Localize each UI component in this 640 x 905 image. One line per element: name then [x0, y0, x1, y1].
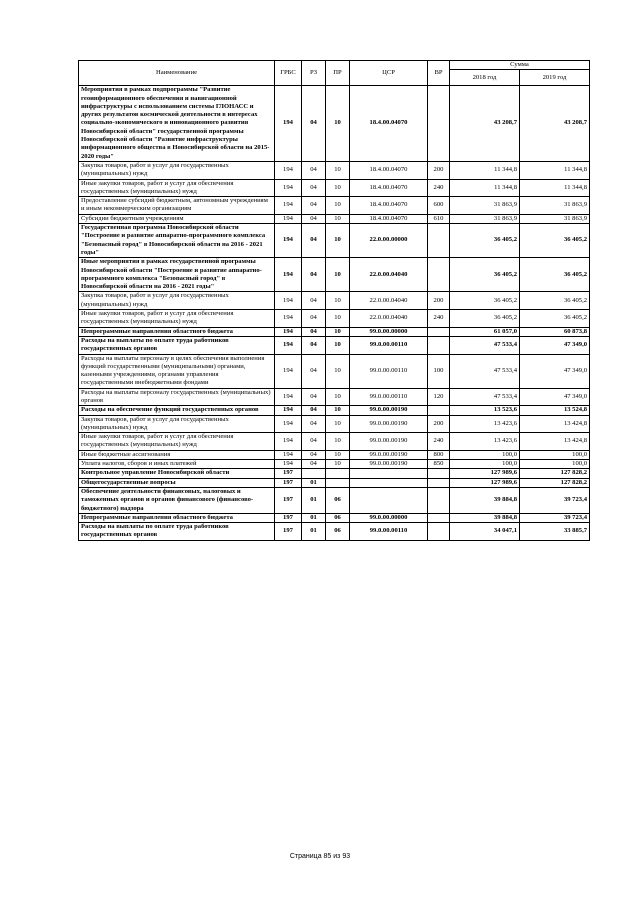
row-sum-2018: 11 344,8	[450, 179, 520, 197]
row-rz: 04	[302, 415, 326, 433]
table-row	[79, 214, 590, 223]
header-name: Наименование	[79, 61, 275, 86]
row-name: Общегосударственные вопросы	[79, 478, 275, 487]
table-row	[79, 406, 590, 415]
row-grbs: 194	[275, 86, 302, 162]
row-grbs: 194	[275, 460, 302, 469]
row-sum-2019: 11 344,8	[520, 179, 590, 197]
table-row	[79, 179, 590, 197]
row-grbs: 194	[275, 388, 302, 406]
row-csr: 18.4.00.04070	[350, 214, 428, 223]
row-vr	[428, 406, 450, 415]
row-csr	[350, 487, 428, 513]
row-rz: 04	[302, 161, 326, 179]
header-sum: Сумма	[450, 61, 590, 70]
table-row	[79, 336, 590, 354]
row-name: Мероприятия в рамках подпрограммы "Развитие геоинформационного обеспечения и навигационной инфраструктуры с использованием системы ГЛОНАСС и других результатов космической деятельности в интересах социально-экономического и инновационного развития Новосибирской области" государственной программы Новосибирской области "Развитие инфраструктуры информационного общества в Новосибирской области на 2015-2020 годы"	[79, 86, 275, 162]
row-vr: 200	[428, 161, 450, 179]
row-rz: 04	[302, 460, 326, 469]
header-grbs: ГРБС	[275, 61, 302, 86]
row-pr	[326, 469, 350, 478]
table-row	[79, 460, 590, 469]
row-rz: 04	[302, 406, 326, 415]
row-grbs: 194	[275, 258, 302, 292]
row-name: Государственная программа Новосибирской области "Построение и развитие аппаратно-программного комплекса "Безопасный город" в Новосибирской области на 2016 - 2021 годы"	[79, 224, 275, 258]
row-vr: 100	[428, 354, 450, 388]
row-sum-2018: 47 533,4	[450, 354, 520, 388]
table-row	[79, 310, 590, 328]
row-name: Предоставление субсидий бюджетным, автономным учреждениям и иным некоммерческим организациям	[79, 197, 275, 215]
row-csr: 22.0.00.04040	[350, 292, 428, 310]
row-vr	[428, 523, 450, 541]
table-row	[79, 487, 590, 513]
row-name: Непрограммные направления областного бюджета	[79, 513, 275, 522]
table-row	[79, 513, 590, 522]
row-name: Обеспечение деятельности финансовых, налоговых и таможенных органов и органов финансового (финансово-бюджетного) надзора	[79, 487, 275, 513]
row-sum-2018: 31 863,9	[450, 197, 520, 215]
row-grbs: 197	[275, 513, 302, 522]
row-sum-2018: 47 533,4	[450, 388, 520, 406]
table-row	[79, 433, 590, 451]
row-csr: 99.0.00.00110	[350, 336, 428, 354]
row-name: Расходы на выплаты по оплате труда работников государственных органов	[79, 336, 275, 354]
row-pr: 10	[326, 197, 350, 215]
row-sum-2018: 47 533,4	[450, 336, 520, 354]
row-sum-2018: 39 884,8	[450, 487, 520, 513]
row-csr: 18.4.00.04070	[350, 179, 428, 197]
row-sum-2018: 127 989,6	[450, 469, 520, 478]
header-year-2019: 2019 год	[520, 70, 590, 86]
row-vr	[428, 478, 450, 487]
row-rz: 01	[302, 513, 326, 522]
row-name: Расходы на обеспечение функций государственных органов	[79, 406, 275, 415]
row-grbs: 194	[275, 310, 302, 328]
row-pr: 10	[326, 433, 350, 451]
row-pr: 06	[326, 487, 350, 513]
row-pr: 10	[326, 354, 350, 388]
row-name: Иные закупки товаров, работ и услуг для обеспечения государственных (муниципальных) нужд	[79, 179, 275, 197]
table-row	[79, 258, 590, 292]
row-sum-2019: 127 828,2	[520, 469, 590, 478]
row-sum-2018: 100,0	[450, 450, 520, 459]
row-sum-2019: 47 349,0	[520, 336, 590, 354]
row-sum-2019: 13 424,8	[520, 433, 590, 451]
row-csr	[350, 469, 428, 478]
row-sum-2018: 39 884,8	[450, 513, 520, 522]
row-sum-2019: 36 405,2	[520, 258, 590, 292]
row-sum-2019: 36 405,2	[520, 224, 590, 258]
row-pr: 10	[326, 460, 350, 469]
row-grbs: 194	[275, 179, 302, 197]
row-rz: 01	[302, 523, 326, 541]
row-sum-2018: 13 423,6	[450, 433, 520, 451]
row-vr: 800	[428, 450, 450, 459]
row-rz: 04	[302, 310, 326, 328]
row-csr: 22.0.00.04040	[350, 310, 428, 328]
row-csr: 99.0.00.00190	[350, 460, 428, 469]
row-sum-2019: 47 349,0	[520, 354, 590, 388]
budget-table	[78, 60, 590, 541]
table-header-row	[79, 61, 590, 70]
row-vr: 120	[428, 388, 450, 406]
row-csr: 18.4.00.04070	[350, 197, 428, 215]
row-name: Расходы на выплаты персоналу в целях обеспечения выполнения функций государственными (муниципальными) органами, казенными учреждениями, органами управления государственными внебюджетными фондами	[79, 354, 275, 388]
row-name: Иные бюджетные ассигнования	[79, 450, 275, 459]
row-sum-2018: 36 405,2	[450, 224, 520, 258]
row-sum-2019: 39 723,4	[520, 487, 590, 513]
row-csr: 18.4.00.04070	[350, 86, 428, 162]
table-row	[79, 523, 590, 541]
row-pr: 10	[326, 336, 350, 354]
row-grbs: 197	[275, 487, 302, 513]
row-pr: 10	[326, 258, 350, 292]
table-row	[79, 224, 590, 258]
row-sum-2019: 11 344,8	[520, 161, 590, 179]
row-pr: 10	[326, 86, 350, 162]
table-row	[79, 327, 590, 336]
row-grbs: 197	[275, 523, 302, 541]
header-csr: ЦСР	[350, 61, 428, 86]
row-name: Иные закупки товаров, работ и услуг для обеспечения государственных (муниципальных) нужд	[79, 433, 275, 451]
row-grbs: 194	[275, 415, 302, 433]
row-rz: 04	[302, 336, 326, 354]
row-rz	[302, 469, 326, 478]
row-sum-2019: 13 524,8	[520, 406, 590, 415]
row-sum-2018: 13 523,6	[450, 406, 520, 415]
row-sum-2018: 11 344,8	[450, 161, 520, 179]
row-sum-2018: 36 405,2	[450, 310, 520, 328]
row-sum-2019: 47 349,0	[520, 388, 590, 406]
row-name: Непрограммные направления областного бюджета	[79, 327, 275, 336]
row-vr: 600	[428, 197, 450, 215]
row-sum-2019: 43 208,7	[520, 86, 590, 162]
row-vr	[428, 224, 450, 258]
row-vr	[428, 469, 450, 478]
row-pr: 10	[326, 292, 350, 310]
table-body	[79, 86, 590, 540]
row-name: Закупка товаров, работ и услуг для государственных (муниципальных) нужд	[79, 161, 275, 179]
row-sum-2019: 100,0	[520, 450, 590, 459]
table-row	[79, 450, 590, 459]
row-csr: 22.0.00.04040	[350, 258, 428, 292]
row-name: Расходы на выплаты по оплате труда работников государственных органов	[79, 523, 275, 541]
row-name: Иные мероприятия в рамках государственной программы Новосибирской области "Построение и развитие аппаратно-программного комплекса "Безопасный город" в Новосибирской области на 2016 - 2021 годы"	[79, 258, 275, 292]
row-sum-2019: 39 723,4	[520, 513, 590, 522]
row-sum-2018: 36 405,2	[450, 258, 520, 292]
row-sum-2019: 60 873,8	[520, 327, 590, 336]
row-name: Иные закупки товаров, работ и услуг для обеспечения государственных (муниципальных) нужд	[79, 310, 275, 328]
row-grbs: 194	[275, 224, 302, 258]
row-sum-2019: 36 405,2	[520, 292, 590, 310]
row-sum-2019: 100,0	[520, 460, 590, 469]
row-pr	[326, 478, 350, 487]
row-pr: 06	[326, 523, 350, 541]
row-rz: 04	[302, 388, 326, 406]
page-number: Страница 85 из 93	[289, 853, 351, 860]
table-row	[79, 161, 590, 179]
row-pr: 10	[326, 161, 350, 179]
row-rz: 04	[302, 327, 326, 336]
row-rz: 04	[302, 197, 326, 215]
row-vr	[428, 86, 450, 162]
row-grbs: 194	[275, 327, 302, 336]
row-rz: 04	[302, 214, 326, 223]
row-pr: 06	[326, 513, 350, 522]
row-sum-2018: 127 989,6	[450, 478, 520, 487]
row-csr: 99.0.00.00000	[350, 327, 428, 336]
row-grbs: 194	[275, 433, 302, 451]
row-pr: 10	[326, 450, 350, 459]
table-row	[79, 292, 590, 310]
row-vr	[428, 513, 450, 522]
row-grbs: 194	[275, 292, 302, 310]
row-name: Расходы на выплаты персоналу государственных (муниципальных) органов	[79, 388, 275, 406]
row-pr: 10	[326, 214, 350, 223]
row-csr: 99.0.00.00110	[350, 523, 428, 541]
row-sum-2018: 31 863,9	[450, 214, 520, 223]
row-name: Закупка товаров, работ и услуг для государственных (муниципальных) нужд	[79, 292, 275, 310]
row-rz: 04	[302, 292, 326, 310]
row-rz: 04	[302, 86, 326, 162]
row-csr: 99.0.00.00000	[350, 513, 428, 522]
row-csr: 99.0.00.00190	[350, 433, 428, 451]
row-sum-2019: 33 885,7	[520, 523, 590, 541]
row-rz: 04	[302, 179, 326, 197]
row-name: Субсидии бюджетным учреждениям	[79, 214, 275, 223]
table-row	[79, 388, 590, 406]
row-vr: 610	[428, 214, 450, 223]
row-grbs: 197	[275, 469, 302, 478]
table-row	[79, 354, 590, 388]
table-row	[79, 86, 590, 162]
row-grbs: 197	[275, 478, 302, 487]
row-sum-2019: 31 863,9	[520, 197, 590, 215]
row-pr: 10	[326, 327, 350, 336]
row-grbs: 194	[275, 354, 302, 388]
row-sum-2019: 31 863,9	[520, 214, 590, 223]
table-row	[79, 415, 590, 433]
row-rz: 04	[302, 354, 326, 388]
header-rz: РЗ	[302, 61, 326, 86]
row-sum-2019: 127 828,2	[520, 478, 590, 487]
row-rz: 04	[302, 450, 326, 459]
row-vr: 240	[428, 179, 450, 197]
row-sum-2018: 36 405,2	[450, 292, 520, 310]
row-vr	[428, 336, 450, 354]
row-csr: 99.0.00.00190	[350, 450, 428, 459]
row-pr: 10	[326, 415, 350, 433]
row-pr: 10	[326, 406, 350, 415]
row-sum-2018: 100,0	[450, 460, 520, 469]
row-sum-2019: 36 405,2	[520, 310, 590, 328]
table-row	[79, 197, 590, 215]
row-rz: 04	[302, 224, 326, 258]
row-csr: 22.0.00.00000	[350, 224, 428, 258]
row-vr	[428, 487, 450, 513]
row-name: Контрольное управление Новосибирской области	[79, 469, 275, 478]
row-pr: 10	[326, 224, 350, 258]
table-row	[79, 478, 590, 487]
row-grbs: 194	[275, 161, 302, 179]
row-vr: 200	[428, 415, 450, 433]
row-csr: 18.4.00.04070	[350, 161, 428, 179]
row-rz: 01	[302, 487, 326, 513]
row-rz: 04	[302, 258, 326, 292]
row-csr	[350, 478, 428, 487]
row-rz: 01	[302, 478, 326, 487]
row-csr: 99.0.00.00110	[350, 354, 428, 388]
row-sum-2018: 13 423,6	[450, 415, 520, 433]
header-year-2018: 2018 год	[450, 70, 520, 86]
row-csr: 99.0.00.00190	[350, 406, 428, 415]
row-grbs: 194	[275, 336, 302, 354]
row-csr: 99.0.00.00190	[350, 415, 428, 433]
row-grbs: 194	[275, 197, 302, 215]
row-csr: 99.0.00.00110	[350, 388, 428, 406]
row-grbs: 194	[275, 214, 302, 223]
row-vr: 200	[428, 292, 450, 310]
row-rz: 04	[302, 433, 326, 451]
table-row	[79, 469, 590, 478]
row-vr: 240	[428, 433, 450, 451]
row-pr: 10	[326, 310, 350, 328]
row-vr: 850	[428, 460, 450, 469]
row-vr: 240	[428, 310, 450, 328]
row-pr: 10	[326, 179, 350, 197]
row-sum-2018: 34 047,1	[450, 523, 520, 541]
header-pr: ПР	[326, 61, 350, 86]
row-name: Закупка товаров, работ и услуг для государственных (муниципальных) нужд	[79, 415, 275, 433]
row-pr: 10	[326, 388, 350, 406]
row-grbs: 194	[275, 450, 302, 459]
row-sum-2019: 13 424,8	[520, 415, 590, 433]
row-grbs: 194	[275, 406, 302, 415]
row-vr	[428, 258, 450, 292]
header-vr: ВР	[428, 61, 450, 86]
row-vr	[428, 327, 450, 336]
row-name: Уплата налогов, сборов и иных платежей	[79, 460, 275, 469]
row-sum-2018: 43 208,7	[450, 86, 520, 162]
row-sum-2018: 61 057,0	[450, 327, 520, 336]
